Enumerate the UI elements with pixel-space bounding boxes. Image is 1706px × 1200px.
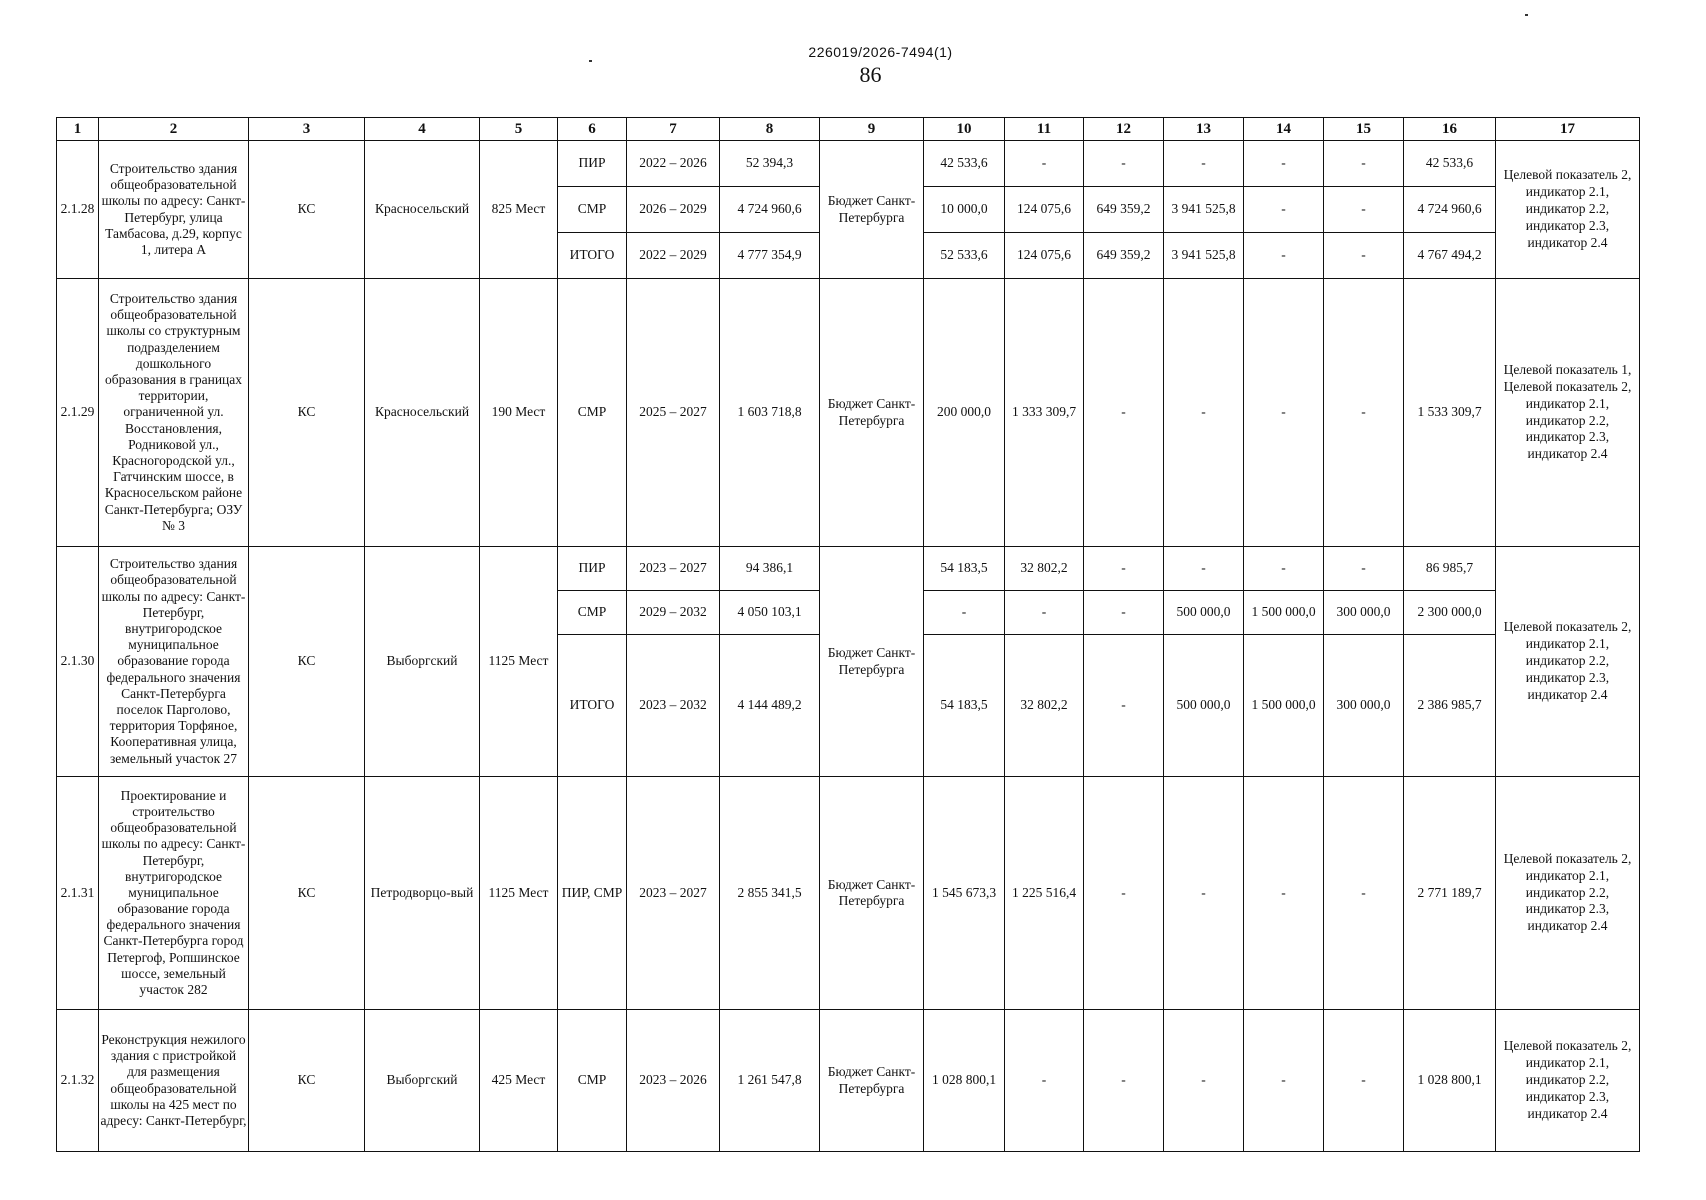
target-indicators: Целевой показатель 2, индикатор 2.1, индикатор 2.2, индикатор 2.3, индикатор 2.4 xyxy=(1496,141,1640,279)
table-row xyxy=(57,777,1640,1010)
amount-total: 2 300 000,0 xyxy=(1404,591,1496,635)
funding-source: Бюджет Санкт-Петербурга xyxy=(820,279,924,547)
capacity: 1125 Мест xyxy=(480,547,558,777)
amount-total: 1 028 800,1 xyxy=(1404,1010,1496,1152)
column-header: 1 xyxy=(57,118,99,141)
column-number-row xyxy=(57,118,1640,141)
amount-col-10: - xyxy=(924,591,1005,635)
amount-col-10: 54 183,5 xyxy=(924,547,1005,591)
amount-col-15: - xyxy=(1324,187,1404,233)
document-registration-number: 226019/2026-7494(1) xyxy=(808,44,953,60)
object-kind: КС xyxy=(249,1010,365,1152)
object-name: Строительство здания общеобразовательной школы со структурным подразделением дошкольного образования в границах территории, ограниченной ул. Восстановления, Родниковой ул., Красногородской ул., Гатчинским шоссе, в Красносельском районе Санкт-Петербурга; ОЗУ № 3 xyxy=(99,279,249,547)
period: 2022 – 2029 xyxy=(627,233,720,279)
amount-col-15: - xyxy=(1324,1010,1404,1152)
amount-col-15: - xyxy=(1324,777,1404,1010)
amount-col-12: - xyxy=(1084,547,1164,591)
amount-col-10: 42 533,6 xyxy=(924,141,1005,187)
amount-col-15: 300 000,0 xyxy=(1324,635,1404,777)
amount-col-13: 500 000,0 xyxy=(1164,591,1244,635)
table-row xyxy=(57,1010,1640,1152)
amount-total: 4 724 960,6 xyxy=(1404,187,1496,233)
amount-col-15: - xyxy=(1324,233,1404,279)
column-header: 2 xyxy=(99,118,249,141)
amount-col-10: 54 183,5 xyxy=(924,635,1005,777)
amount-col-12: 649 359,2 xyxy=(1084,233,1164,279)
amount-total: 2 386 985,7 xyxy=(1404,635,1496,777)
amount-col-13: - xyxy=(1164,279,1244,547)
amount-col-13: - xyxy=(1164,777,1244,1010)
amount-col-15: - xyxy=(1324,279,1404,547)
column-header: 5 xyxy=(480,118,558,141)
stage: ПИР xyxy=(558,141,627,187)
stage: ИТОГО xyxy=(558,635,627,777)
amount-col-12: 649 359,2 xyxy=(1084,187,1164,233)
scan-speck xyxy=(589,60,592,62)
amount-col-11: 32 802,2 xyxy=(1005,547,1084,591)
amount-col-15: - xyxy=(1324,141,1404,187)
amount-col-14: - xyxy=(1244,187,1324,233)
target-indicators: Целевой показатель 1, Целевой показатель 2, индикатор 2.1, индикатор 2.2, индикатор 2.3, индикатор 2.4 xyxy=(1496,279,1640,547)
district: Петродворцо-вый xyxy=(365,777,480,1010)
stage: ПИР, СМР xyxy=(558,777,627,1010)
amount-col-11: 1 333 309,7 xyxy=(1005,279,1084,547)
amount-total: 1 533 309,7 xyxy=(1404,279,1496,547)
amount-total: 4 767 494,2 xyxy=(1404,233,1496,279)
funding-source: Бюджет Санкт-Петербурга xyxy=(820,547,924,777)
object-kind: КС xyxy=(249,141,365,279)
column-header: 3 xyxy=(249,118,365,141)
estimated-cost: 1 603 718,8 xyxy=(720,279,820,547)
column-header: 6 xyxy=(558,118,627,141)
stage: СМР xyxy=(558,591,627,635)
amount-col-15: - xyxy=(1324,547,1404,591)
item-number: 2.1.31 xyxy=(57,777,99,1010)
table-row xyxy=(57,279,1640,547)
estimated-cost: 1 261 547,8 xyxy=(720,1010,820,1152)
amount-col-12: - xyxy=(1084,591,1164,635)
stage: ИТОГО xyxy=(558,233,627,279)
column-header: 16 xyxy=(1404,118,1496,141)
capacity: 425 Мест xyxy=(480,1010,558,1152)
object-kind: КС xyxy=(249,279,365,547)
capacity: 1125 Мест xyxy=(480,777,558,1010)
estimated-cost: 4 777 354,9 xyxy=(720,233,820,279)
object-name: Строительство здания общеобразовательной школы по адресу: Санкт-Петербург, улица Тамбасова, д.29, корпус 1, литера А xyxy=(99,141,249,279)
amount-col-11: - xyxy=(1005,591,1084,635)
estimated-cost: 2 855 341,5 xyxy=(720,777,820,1010)
amount-col-13: 3 941 525,8 xyxy=(1164,187,1244,233)
amount-col-11: 1 225 516,4 xyxy=(1005,777,1084,1010)
stage: СМР xyxy=(558,1010,627,1152)
amount-col-14: - xyxy=(1244,279,1324,547)
period: 2029 – 2032 xyxy=(627,591,720,635)
amount-col-10: 1 545 673,3 xyxy=(924,777,1005,1010)
amount-col-14: 1 500 000,0 xyxy=(1244,591,1324,635)
amount-col-13: 500 000,0 xyxy=(1164,635,1244,777)
funding-source: Бюджет Санкт-Петербурга xyxy=(820,141,924,279)
district: Красносельский xyxy=(365,279,480,547)
estimated-cost: 4 144 489,2 xyxy=(720,635,820,777)
page-number: 86 xyxy=(859,62,882,87)
amount-total: 86 985,7 xyxy=(1404,547,1496,591)
column-header: 13 xyxy=(1164,118,1244,141)
column-header: 7 xyxy=(627,118,720,141)
column-header: 4 xyxy=(365,118,480,141)
stage: ПИР xyxy=(558,547,627,591)
amount-col-12: - xyxy=(1084,279,1164,547)
column-header: 14 xyxy=(1244,118,1324,141)
object-name: Реконструкция нежилого здания с пристройкой для размещения общеобразовательной школы на 425 мест по адресу: Санкт-Петербург, xyxy=(99,1010,249,1152)
target-indicators: Целевой показатель 2, индикатор 2.1, индикатор 2.2, индикатор 2.3, индикатор 2.4 xyxy=(1496,777,1640,1010)
amount-col-14: 1 500 000,0 xyxy=(1244,635,1324,777)
funding-source: Бюджет Санкт-Петербурга xyxy=(820,1010,924,1152)
table-row xyxy=(57,141,1640,187)
amount-col-11: - xyxy=(1005,1010,1084,1152)
estimated-cost: 4 050 103,1 xyxy=(720,591,820,635)
estimated-cost: 4 724 960,6 xyxy=(720,187,820,233)
period: 2026 – 2029 xyxy=(627,187,720,233)
period: 2023 – 2032 xyxy=(627,635,720,777)
column-header: 9 xyxy=(820,118,924,141)
amount-col-14: - xyxy=(1244,547,1324,591)
column-header: 15 xyxy=(1324,118,1404,141)
amount-col-11: - xyxy=(1005,141,1084,187)
period: 2023 – 2026 xyxy=(627,1010,720,1152)
amount-col-11: 32 802,2 xyxy=(1005,635,1084,777)
target-indicators: Целевой показатель 2, индикатор 2.1, индикатор 2.2, индикатор 2.3, индикатор 2.4 xyxy=(1496,1010,1640,1152)
amount-total: 42 533,6 xyxy=(1404,141,1496,187)
period: 2023 – 2027 xyxy=(627,777,720,1010)
amount-col-13: 3 941 525,8 xyxy=(1164,233,1244,279)
amount-col-11: 124 075,6 xyxy=(1005,233,1084,279)
amount-total: 2 771 189,7 xyxy=(1404,777,1496,1010)
amount-col-14: - xyxy=(1244,141,1324,187)
item-number: 2.1.30 xyxy=(57,547,99,777)
period: 2022 – 2026 xyxy=(627,141,720,187)
estimated-cost: 52 394,3 xyxy=(720,141,820,187)
amount-col-10: 52 533,6 xyxy=(924,233,1005,279)
amount-col-13: - xyxy=(1164,547,1244,591)
amount-col-12: - xyxy=(1084,635,1164,777)
amount-col-14: - xyxy=(1244,1010,1324,1152)
table-row xyxy=(57,547,1640,591)
period: 2025 – 2027 xyxy=(627,279,720,547)
item-number: 2.1.29 xyxy=(57,279,99,547)
scan-speck xyxy=(1525,14,1528,16)
estimated-cost: 94 386,1 xyxy=(720,547,820,591)
funding-source: Бюджет Санкт-Петербурга xyxy=(820,777,924,1010)
column-header: 10 xyxy=(924,118,1005,141)
object-kind: КС xyxy=(249,547,365,777)
column-header: 8 xyxy=(720,118,820,141)
item-number: 2.1.32 xyxy=(57,1010,99,1152)
amount-col-10: 10 000,0 xyxy=(924,187,1005,233)
investment-program-table xyxy=(56,117,1640,1152)
period: 2023 – 2027 xyxy=(627,547,720,591)
item-number: 2.1.28 xyxy=(57,141,99,279)
district: Выборгский xyxy=(365,1010,480,1152)
amount-col-13: - xyxy=(1164,1010,1244,1152)
amount-col-12: - xyxy=(1084,141,1164,187)
amount-col-10: 1 028 800,1 xyxy=(924,1010,1005,1152)
column-header: 12 xyxy=(1084,118,1164,141)
amount-col-14: - xyxy=(1244,233,1324,279)
amount-col-13: - xyxy=(1164,141,1244,187)
amount-col-12: - xyxy=(1084,1010,1164,1152)
stage: СМР xyxy=(558,279,627,547)
amount-col-15: 300 000,0 xyxy=(1324,591,1404,635)
target-indicators: Целевой показатель 2, индикатор 2.1, индикатор 2.2, индикатор 2.3, индикатор 2.4 xyxy=(1496,547,1640,777)
stage: СМР xyxy=(558,187,627,233)
amount-col-14: - xyxy=(1244,777,1324,1010)
amount-col-11: 124 075,6 xyxy=(1005,187,1084,233)
object-kind: КС xyxy=(249,777,365,1010)
capacity: 190 Мест xyxy=(480,279,558,547)
column-header: 11 xyxy=(1005,118,1084,141)
capacity: 825 Мест xyxy=(480,141,558,279)
amount-col-12: - xyxy=(1084,777,1164,1010)
district: Красносельский xyxy=(365,141,480,279)
object-name: Строительство здания общеобразовательной школы по адресу: Санкт-Петербург, внутригородское муниципальное образование города федерального значения Санкт-Петербурга поселок Парголово, территория Торфяное, Кооперативная улица, земельный участок 27 xyxy=(99,547,249,777)
district: Выборгский xyxy=(365,547,480,777)
amount-col-10: 200 000,0 xyxy=(924,279,1005,547)
object-name: Проектирование и строительство общеобразовательной школы по адресу: Санкт-Петербург, внутригородское муниципальное образование города федерального значения Санкт-Петербурга город Петергоф, Ропшинское шоссе, земельный участок 282 xyxy=(99,777,249,1010)
column-header: 17 xyxy=(1496,118,1640,141)
